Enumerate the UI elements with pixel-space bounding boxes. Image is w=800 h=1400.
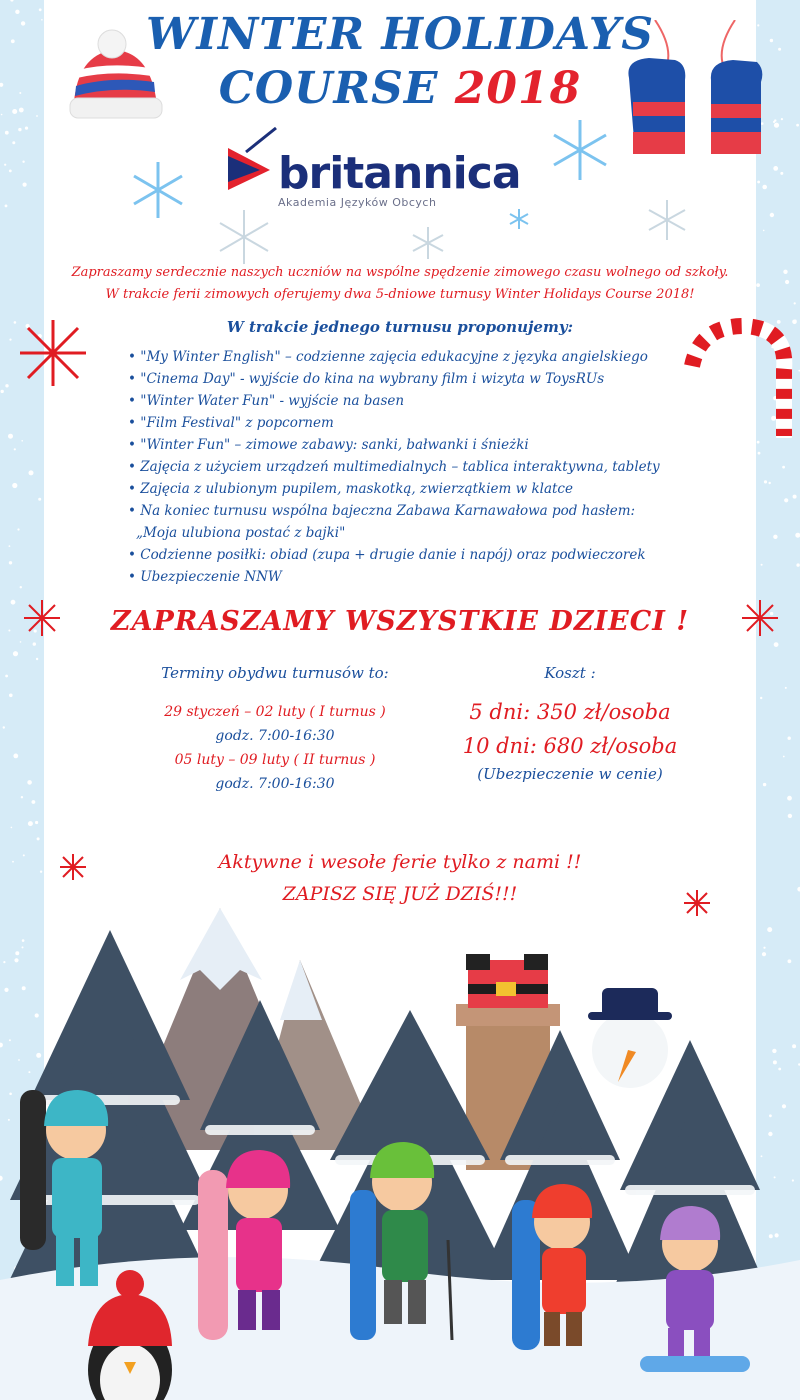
list-item: • "Cinema Day" - wyjście do kina na wybrany film i wizyta w ToysRUs bbox=[128, 368, 708, 390]
title-course: COURSE bbox=[218, 63, 439, 114]
logo-subtitle: Akademia Języków Obcych bbox=[278, 196, 437, 209]
program-heading: W trakcie jednego turnusu proponujemy: bbox=[226, 318, 574, 336]
kid-2 bbox=[198, 1150, 290, 1340]
term-2-hours: godz. 7:00-16:30 bbox=[215, 776, 335, 792]
title-line-1: WINTER HOLIDAYS bbox=[145, 9, 655, 60]
cost-note: (Ubezpieczenie w cenie) bbox=[477, 765, 663, 783]
logo-name: britannica bbox=[278, 148, 521, 199]
snowflake-icon bbox=[410, 225, 446, 261]
intro-line-2: W trakcie ferii zimowych oferujemy dwa 5-dniowe turnusy Winter Holidays Course 2018! bbox=[105, 287, 695, 302]
cost-block bbox=[440, 695, 700, 763]
snowman bbox=[588, 988, 672, 1088]
outro-line-1: Aktywne i wesołe ferie tylko z nami !! bbox=[218, 851, 582, 873]
snowflake-icon bbox=[215, 208, 273, 266]
term-1-hours: godz. 7:00-16:30 bbox=[215, 728, 335, 744]
list-item: • Ubezpieczenie NNW bbox=[128, 566, 708, 588]
list-item: • Zajęcia z użyciem urządzeń multimedialnych – tablica interaktywna, tablety bbox=[128, 456, 708, 478]
snowflake-icon bbox=[508, 208, 530, 230]
list-item: • "Winter Water Fun" - wyjście na basen bbox=[128, 390, 708, 412]
list-item: • "My Winter English" – codzienne zajęcia edukacyjne z języka angielskiego bbox=[128, 346, 708, 368]
list-item-continued: „Moja ulubiona postać z bajki" bbox=[136, 525, 346, 541]
term-2-dates: 05 luty – 09 luty ( II turnus ) bbox=[174, 752, 376, 768]
term-1-dates: 29 styczeń – 02 luty ( I turnus ) bbox=[164, 704, 386, 720]
price-5-days: 5 dni: 350 zł/osoba bbox=[469, 700, 671, 724]
snowflake-icon bbox=[128, 160, 188, 220]
snowflake-icon bbox=[548, 118, 612, 182]
invite-banner: ZAPRASZAMY WSZYSTKIE DZIECI ! bbox=[110, 606, 690, 637]
mittens-icon bbox=[615, 20, 775, 160]
list-item: • Na koniec turnusu wspólna bajeczna Zabawa Karnawałowa pod hasłem: bbox=[128, 500, 708, 522]
outro-line-2: ZAPISZ SIĘ JUŻ DZIŚ!!! bbox=[282, 883, 518, 905]
program-list bbox=[128, 346, 708, 588]
britannica-logo-icon bbox=[226, 126, 286, 196]
snowflake-icon bbox=[645, 198, 689, 242]
cost-heading: Koszt : bbox=[544, 664, 596, 682]
winter-hat-icon bbox=[60, 20, 170, 130]
intro-line-1: Zapraszamy serdecznie naszych uczniów na wspólne spędzenie zimowego czasu wolnego od szkoły. bbox=[71, 265, 729, 280]
terms-heading: Terminy obydwu turnusów to: bbox=[161, 664, 389, 682]
list-item: • "Winter Fun" – zimowe zabawy: sanki, bałwanki i śnieżki bbox=[128, 434, 708, 456]
winter-scene-illustration bbox=[0, 900, 800, 1400]
list-item: • Zajęcia z ulubionym pupilem, maskotką, zwierzątkiem w klatce bbox=[128, 478, 708, 500]
intro-text bbox=[0, 262, 800, 306]
title-year: 2018 bbox=[454, 63, 582, 114]
list-item: • "Film Festival" z popcornem bbox=[128, 412, 708, 434]
terms-block bbox=[130, 700, 420, 796]
list-item: • Codzienne posiłki: obiad (zupa + drugie danie i napój) oraz podwieczorek bbox=[128, 544, 708, 566]
price-10-days: 10 dni: 680 zł/osoba bbox=[462, 734, 678, 758]
kid-4 bbox=[512, 1184, 592, 1350]
